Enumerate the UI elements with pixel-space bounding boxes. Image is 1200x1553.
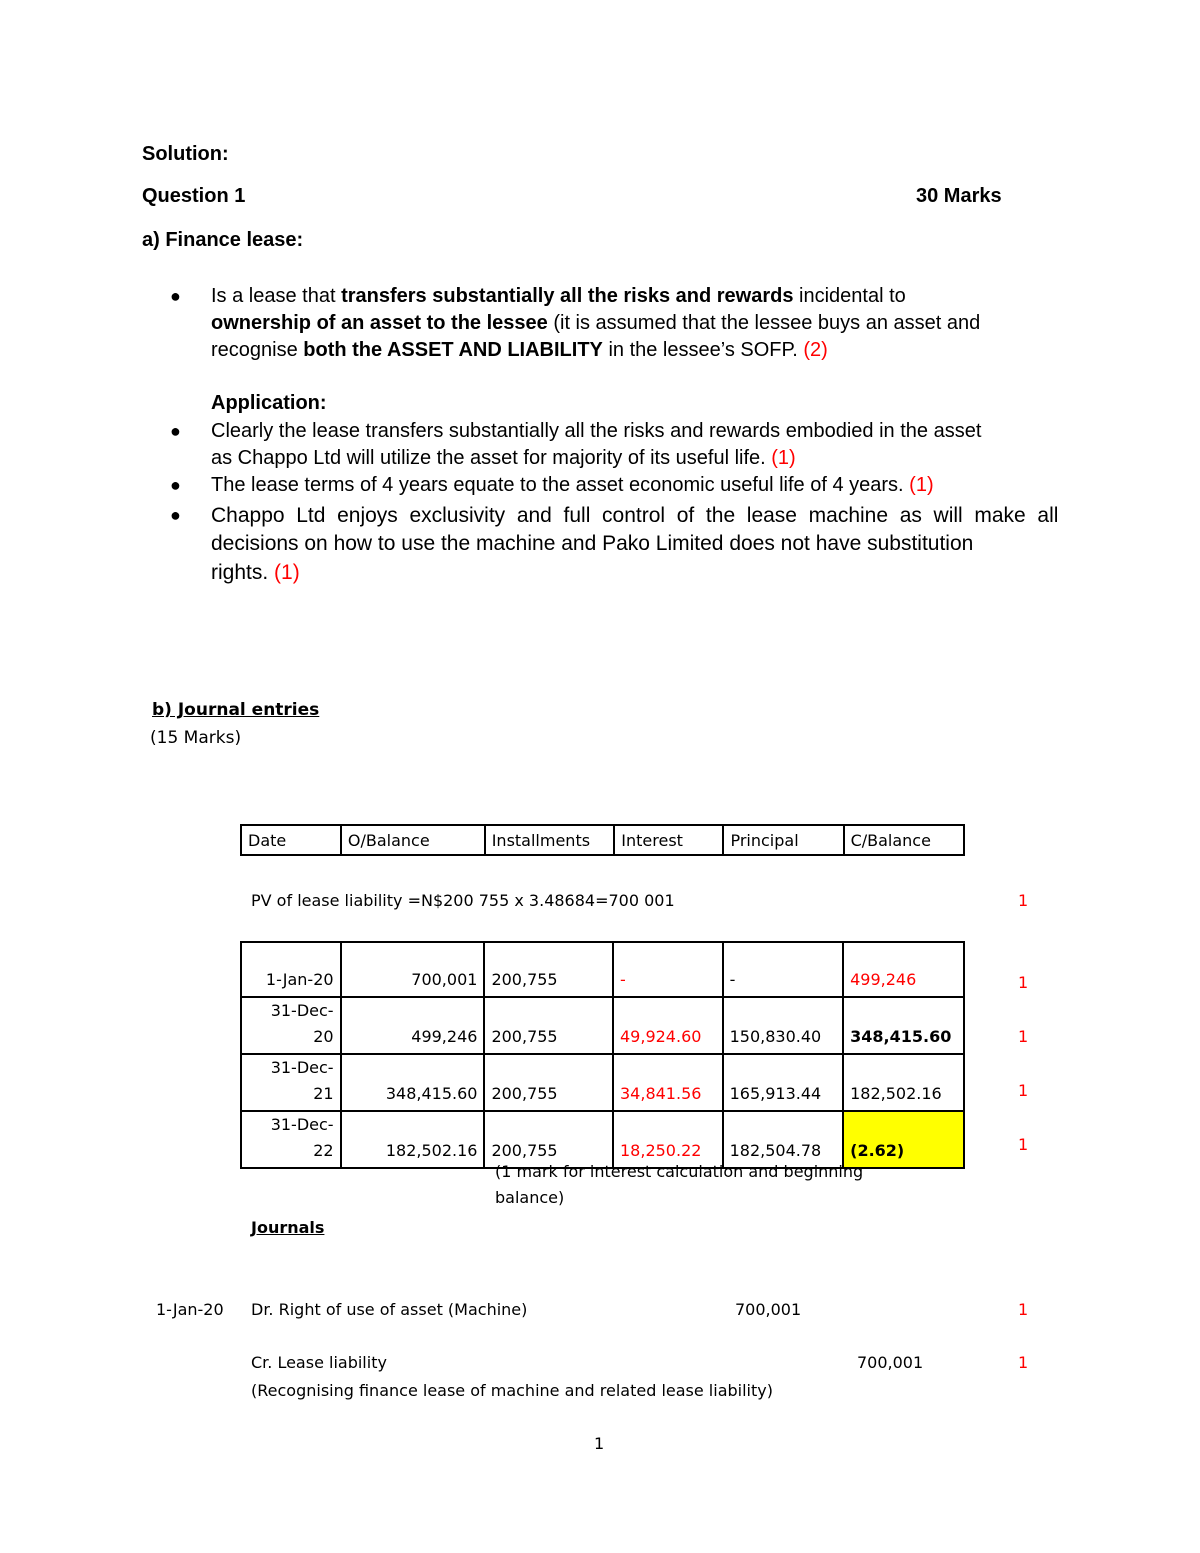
pv-calculation: PV of lease liability =N$200 755 x 3.48684=700 001 xyxy=(251,891,675,910)
schedule-note-line-1: (1 mark for interest calculation and beginning xyxy=(495,1162,864,1181)
schedule-note-line-2: balance) xyxy=(495,1188,565,1207)
header-opening-balance: O/Balance xyxy=(341,825,485,855)
cell-installment: 200,755 xyxy=(484,1054,613,1111)
cell-interest: 49,924.60 xyxy=(613,997,723,1054)
application-point-3b: decisions on how to use the machine and Pako Limited does not have substitution xyxy=(211,532,974,555)
journal-date: 1-Jan-20 xyxy=(156,1300,224,1319)
journal-credit-account: Cr. Lease liability xyxy=(251,1353,387,1372)
cell-interest: 34,841.56 xyxy=(613,1054,723,1111)
cell-installment: 200,755 xyxy=(484,942,613,997)
cell-date: 31-Dec- 22 xyxy=(241,1111,341,1168)
journal-credit-mark: 1 xyxy=(1018,1353,1029,1372)
cell-date: 31-Dec- 21 xyxy=(241,1054,341,1111)
question-marks: 30 Marks xyxy=(916,185,1002,207)
definition-line-1: Is a lease that transfers substantially all the risks and rewards incidental to xyxy=(211,285,906,307)
definition-line-2: ownership of an asset to the lessee (it is assumed that the lessee buys an asset and xyxy=(211,312,981,334)
bullet-icon: ● xyxy=(170,505,181,525)
cell-opening-balance: 182,502.16 xyxy=(341,1111,485,1168)
row-mark: 1 xyxy=(1018,1081,1029,1100)
row-mark: 1 xyxy=(1018,1135,1029,1154)
header-installments: Installments xyxy=(485,825,615,855)
part-b-heading: b) Journal entries xyxy=(152,700,320,720)
journal-debit-mark: 1 xyxy=(1018,1300,1029,1319)
amortisation-schedule-table xyxy=(240,941,965,1169)
schedule-header-table xyxy=(240,824,965,856)
header-principal: Principal xyxy=(723,825,843,855)
solution-label: Solution: xyxy=(142,143,229,165)
table-row xyxy=(241,997,964,1054)
cell-closing-balance: (2.62) xyxy=(843,1111,964,1168)
application-point-2: The lease terms of 4 years equate to the asset economic useful life of 4 years. (1) xyxy=(211,474,934,496)
bullet-icon: ● xyxy=(170,286,181,306)
part-b-marks: (15 Marks) xyxy=(150,728,242,748)
cell-date: 31-Dec- 20 xyxy=(241,997,341,1054)
table-row xyxy=(241,942,964,997)
cell-principal: 150,830.40 xyxy=(723,997,844,1054)
cell-interest: - xyxy=(613,942,723,997)
header-closing-balance: C/Balance xyxy=(844,825,964,855)
journal-credit-amount: 700,001 xyxy=(857,1353,924,1372)
cell-installment: 200,755 xyxy=(484,997,613,1054)
journal-debit-amount: 700,001 xyxy=(735,1300,802,1319)
definition-line-3: recognise both the ASSET AND LIABILITY in the lessee’s SOFP. (2) xyxy=(211,339,828,361)
page-number: 1 xyxy=(594,1434,605,1453)
cell-closing-balance: 182,502.16 xyxy=(843,1054,964,1111)
application-point-1a: Clearly the lease transfers substantially all the risks and rewards embodied in the asset xyxy=(211,420,982,442)
cell-interest: 18,250.22 xyxy=(613,1111,723,1168)
journal-debit-account: Dr. Right of use of asset (Machine) xyxy=(251,1300,528,1319)
cell-opening-balance: 348,415.60 xyxy=(341,1054,485,1111)
header-interest: Interest xyxy=(614,825,723,855)
journal-narration: (Recognising finance lease of machine and related lease liability) xyxy=(251,1381,773,1400)
cell-principal: - xyxy=(723,942,844,997)
application-label: Application: xyxy=(211,392,327,414)
cell-principal: 182,504.78 xyxy=(723,1111,844,1168)
table-row xyxy=(241,1111,964,1168)
application-point-3c: rights. (1) xyxy=(211,561,300,584)
cell-closing-balance: 499,246 xyxy=(843,942,964,997)
pv-mark: 1 xyxy=(1018,891,1029,910)
header-date: Date xyxy=(241,825,341,855)
application-point-1b: as Chappo Ltd will utilize the asset for majority of its useful life. (1) xyxy=(211,447,796,469)
question-label: Question 1 xyxy=(142,185,246,207)
journals-heading: Journals xyxy=(251,1218,325,1237)
cell-closing-balance: 348,415.60 xyxy=(843,997,964,1054)
cell-opening-balance: 499,246 xyxy=(341,997,485,1054)
header-row xyxy=(241,825,964,855)
part-a-heading: a) Finance lease: xyxy=(142,229,304,251)
row-mark: 1 xyxy=(1018,1027,1029,1046)
bullet-icon: ● xyxy=(170,475,181,495)
cell-opening-balance: 700,001 xyxy=(341,942,485,997)
cell-installment: 200,755 xyxy=(484,1111,613,1168)
application-point-3a: Chappo Ltd enjoys exclusivity and full control of the lease machine as will make all xyxy=(211,504,1059,527)
table-row xyxy=(241,1054,964,1111)
cell-principal: 165,913.44 xyxy=(723,1054,844,1111)
row-mark: 1 xyxy=(1018,973,1029,992)
bullet-icon: ● xyxy=(170,421,181,441)
cell-date: 1-Jan-20 xyxy=(241,942,341,997)
